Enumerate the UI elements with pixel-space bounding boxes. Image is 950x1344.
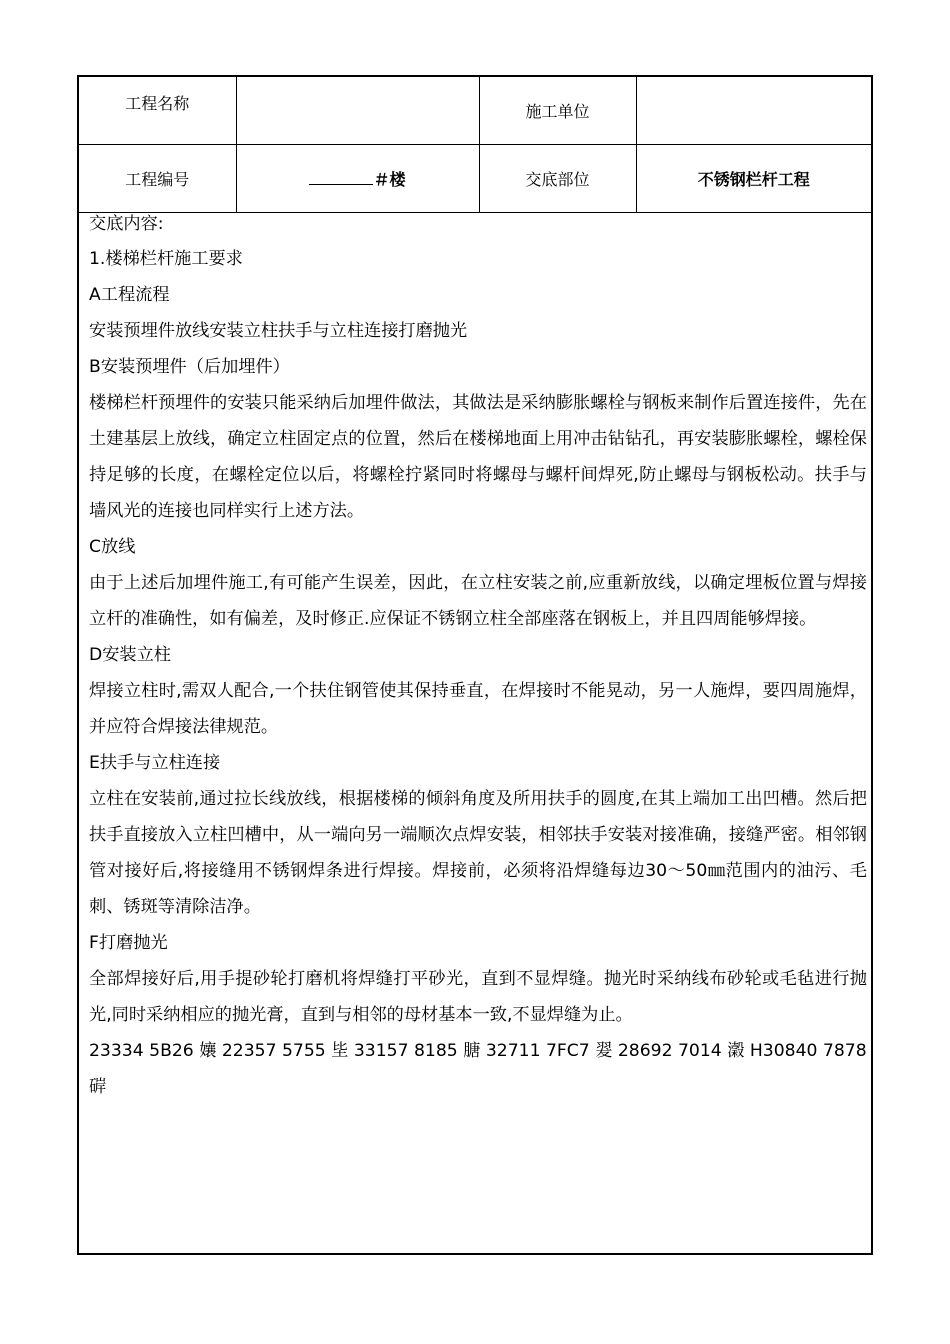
project-name-value — [236, 77, 479, 144]
trailing-code: 23334 5B26 孃 22357 5755 坒 33157 8185 膅 32711 7FC7 翇 28692 7014 瀔 H30840 7878 硸 — [89, 1041, 867, 1097]
header-row-2 — [79, 144, 871, 212]
section-d-text: 焊接立柱时,需双人配合,一个扶住钢管使其保持垂直，在焊接时不能晃动，另一人施焊，要四周施焊，并应符合焊接法律规范。 — [89, 681, 867, 737]
content-heading: 交底内容: — [89, 214, 164, 234]
section-c-text: 由于上述后加埋件施工,有可能产生误差，因此，在立柱安装之前,应重新放线，以确定埋板位置与焊接立杆的准确性，如有偏差，及时修正.应保证不锈钢立柱全部座落在钢板上，并且四周能够焊接。 — [89, 573, 867, 629]
construction-unit-value — [636, 77, 871, 144]
section-a-text: 安装预埋件放线安装立柱扶手与立柱连接打磨抛光 — [89, 321, 468, 341]
section-d-title: D安装立柱 — [89, 645, 171, 665]
section-a-title: A工程流程 — [89, 285, 170, 305]
blank-underline — [309, 170, 373, 185]
project-name-label: 工程名称 — [125, 93, 190, 113]
disclosure-part-label: 交底部位 — [479, 144, 636, 212]
header-row-1 — [79, 77, 871, 144]
section-f-text: 全部焊接好后,用手提砂轮打磨机将焊缝打平砂光，直到不显焊缝。抛光时采纳线布砂轮或毛毡进行抛光,同时采纳相应的抛光膏，直到与相邻的母材基本一致,不显焊缝为止。 — [89, 969, 867, 1025]
disclosure-sheet — [77, 75, 873, 1255]
building-number-cell — [236, 144, 479, 212]
section-f-title: F打磨抛光 — [89, 933, 168, 953]
construction-unit-label: 施工单位 — [479, 77, 636, 144]
section-b-title: B安装预埋件（后加埋件） — [89, 357, 290, 377]
section-b-text: 楼梯栏杆预埋件的安装只能采纳后加埋件做法，其做法是采纳膨胀螺栓与钢板来制作后置连接件，先在土建基层上放线，确定立柱固定点的位置，然后在楼梯地面上用冲击钻钻孔，再安装膨胀螺栓，螺栓保持足够的长度，在螺栓定位以后，将螺栓拧紧同时将螺母与螺杆间焊死,防止螺母与钢板松动。扶手与墙风光的连接也同样实行上述方法。 — [89, 393, 867, 521]
disclosure-part-value: 不锈钢栏杆工程 — [636, 144, 871, 212]
building-suffix: ＃楼 — [373, 169, 406, 189]
section-c-title: C放线 — [89, 537, 136, 557]
project-name-label-cell — [79, 77, 236, 144]
section-e-text: 立柱在安装前,通过拉长线放线，根据楼梯的倾斜角度及所用扶手的圆度,在其上端加工出凹槽。然后把扶手直接放入立柱凹槽中，从一端向另一端顺次点焊安装，相邻扶手安装对接准确，接缝严密。相邻钢管对接好后,将接缝用不锈钢焊条进行焊接。焊接前，必须将沿焊缝每边30～50㎜范围内的油污、毛刺、锈斑等清除洁净。 — [89, 789, 867, 917]
header-table — [79, 77, 871, 213]
section-1-title: 1.楼梯栏杆施工要求 — [89, 249, 243, 269]
project-number-label: 工程编号 — [79, 144, 236, 212]
disclosure-content — [89, 213, 867, 1105]
section-e-title: E扶手与立柱连接 — [89, 753, 221, 773]
